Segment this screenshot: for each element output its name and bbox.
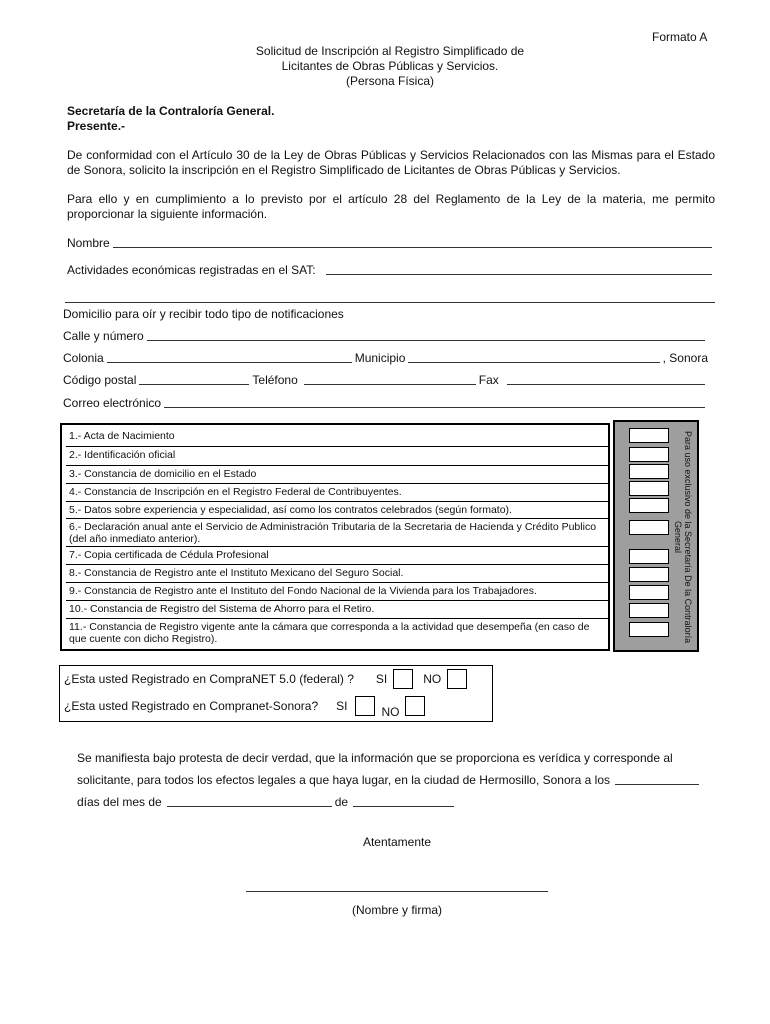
declaration-line-3 xyxy=(77,795,457,810)
intro-paragraph: De conformidad con el Artículo 30 de la Ley de Obras Públicas y Servicios Relacionados con las Mismas para el Estado de Sonora, solicito la inscripción en el Registro Simplificado de Licitantes de Obras Públicas y Servicios. xyxy=(67,148,715,177)
doc-checkbox[interactable] xyxy=(629,481,669,496)
sonora-label: , Sonora xyxy=(662,351,708,365)
declaration-month-label: días del mes de xyxy=(77,795,162,809)
compranet-sonora-question: ¿Esta usted Registrado en Compranet-Sonora? xyxy=(64,698,319,713)
document-row: 11.- Constancia de Registro vigente ante la cámara que corresponda a la actividad que desempeña (en caso de que cuente con dicho Registro). xyxy=(69,621,590,645)
colonia-label: Colonia xyxy=(63,351,104,365)
doc-checkbox[interactable] xyxy=(629,428,669,443)
signature-line[interactable] xyxy=(246,891,548,892)
compranet-federal-question: ¿Esta usted Registrado en CompraNET 5.0 (federal) ? xyxy=(64,671,354,686)
actividades-field[interactable] xyxy=(67,263,715,278)
addressee-line-2: Presente.- xyxy=(67,119,126,133)
correo-field[interactable] xyxy=(63,396,708,411)
internal-use-label: Para uso exclusivo de la Secretaría De la Contraloría General xyxy=(673,430,693,644)
si-label: SI xyxy=(375,671,388,686)
month-line[interactable] xyxy=(167,806,332,807)
addressee xyxy=(67,104,274,134)
correo-line[interactable] xyxy=(164,407,705,408)
form-title xyxy=(150,44,630,89)
fax-line[interactable] xyxy=(507,384,705,385)
day-line[interactable] xyxy=(615,784,699,785)
doc-checkbox[interactable] xyxy=(629,622,669,637)
municipio-line[interactable] xyxy=(408,362,659,363)
declaration-line-2 xyxy=(77,773,702,788)
doc-checkbox[interactable] xyxy=(629,447,669,462)
documents-table xyxy=(60,423,610,651)
no-label: NO xyxy=(381,704,400,719)
document-row: 9.- Constancia de Registro ante el Instituto del Fondo Nacional de la Vivienda para los Trabajadores. xyxy=(66,583,608,601)
doc-checkbox[interactable] xyxy=(629,520,669,535)
signature-caption: (Nombre y firma) xyxy=(351,903,442,917)
doc-checkbox[interactable] xyxy=(629,498,669,513)
document-row: 4.- Constancia de Inscripción en el Registro Federal de Contribuyentes. xyxy=(66,484,608,502)
codigo-postal-line[interactable] xyxy=(139,384,249,385)
si-checkbox[interactable] xyxy=(355,696,375,716)
document-row: 5.- Datos sobre experiencia y especialidad, así como los contratos celebrados (según formato). xyxy=(66,502,608,519)
document-row: 1.- Acta de Nacimiento xyxy=(66,428,608,447)
doc-checkbox[interactable] xyxy=(629,603,669,618)
title-line-2: Licitantes de Obras Públicas y Servicios. xyxy=(281,59,499,73)
codigo-postal-label: Código postal xyxy=(63,373,137,387)
declaration-year-label: de xyxy=(334,795,349,809)
closing-atentamente: Atentamente xyxy=(362,835,432,849)
compranet-federal-row xyxy=(64,669,473,689)
actividades-label: Actividades económicas registradas en el SAT: xyxy=(67,263,316,277)
nombre-field[interactable] xyxy=(67,236,715,251)
registration-box xyxy=(59,665,493,722)
nombre-line[interactable] xyxy=(113,247,712,248)
actividades-line-2[interactable] xyxy=(65,302,715,303)
correo-label: Correo electrónico xyxy=(63,396,162,410)
document-row: 6.- Declaración anual ante el Servicio de Administración Tributaria de la Secretaria de Hacienda y Crédito Publico (del año inmediato anterior). xyxy=(66,519,608,547)
calle-field[interactable] xyxy=(63,329,708,344)
internal-use-panel xyxy=(613,420,699,652)
telefono-label: Teléfono xyxy=(252,373,298,387)
document-row: 2.- Identificación oficial xyxy=(66,447,608,466)
addressee-line-1: Secretaría de la Contraloría General. xyxy=(67,104,275,118)
telefono-line[interactable] xyxy=(304,384,476,385)
calle-line[interactable] xyxy=(147,340,705,341)
nombre-label: Nombre xyxy=(67,236,110,250)
doc-checkbox[interactable] xyxy=(629,464,669,479)
colonia-line[interactable] xyxy=(107,362,352,363)
doc-checkbox[interactable] xyxy=(629,567,669,582)
si-label: SI xyxy=(336,698,348,713)
compranet-sonora-row xyxy=(64,696,431,719)
form-code: Formato A xyxy=(652,30,708,44)
doc-checkbox[interactable] xyxy=(629,585,669,600)
calle-label: Calle y número xyxy=(63,329,144,343)
title-line-1: Solicitud de Inscripción al Registro Simplificado de xyxy=(255,44,525,58)
domicilio-label: Domicilio para oír y recibir todo tipo de notificaciones xyxy=(63,307,344,321)
document-row: 8.- Constancia de Registro ante el Instituto Mexicano del Seguro Social. xyxy=(66,565,608,583)
actividades-line[interactable] xyxy=(326,274,712,275)
municipio-label: Municipio xyxy=(354,351,406,365)
declaration-text-2: solicitante, para todos los efectos legales a que haya lugar, en la ciudad de Hermosillo, Sonora a los xyxy=(77,773,610,787)
document-row: 7.- Copia certificada de Cédula Profesional xyxy=(66,547,608,565)
doc-checkbox[interactable] xyxy=(629,549,669,564)
si-checkbox[interactable] xyxy=(393,669,413,689)
colonia-municipio-row xyxy=(63,351,708,366)
declaration-line-1: Se manifiesta bajo protesta de decir verdad, que la información que se proporciona es verídica y corresponde al xyxy=(77,751,673,765)
document-row: 10.- Constancia de Registro del Sistema de Ahorro para el Retiro. xyxy=(66,601,608,619)
fax-label: Fax xyxy=(478,373,499,387)
no-checkbox[interactable] xyxy=(405,696,425,716)
year-line[interactable] xyxy=(353,806,454,807)
contact-row xyxy=(63,373,708,388)
no-label: NO xyxy=(423,671,442,686)
document-row: 3.- Constancia de domicilio en el Estado xyxy=(66,466,608,484)
title-line-3: (Persona Física) xyxy=(345,74,435,88)
info-paragraph: Para ello y en cumplimiento a lo previsto por el artículo 28 del Reglamento de la Ley de la materia, me permito proporcionar la siguiente información. xyxy=(67,192,715,221)
no-checkbox[interactable] xyxy=(447,669,467,689)
